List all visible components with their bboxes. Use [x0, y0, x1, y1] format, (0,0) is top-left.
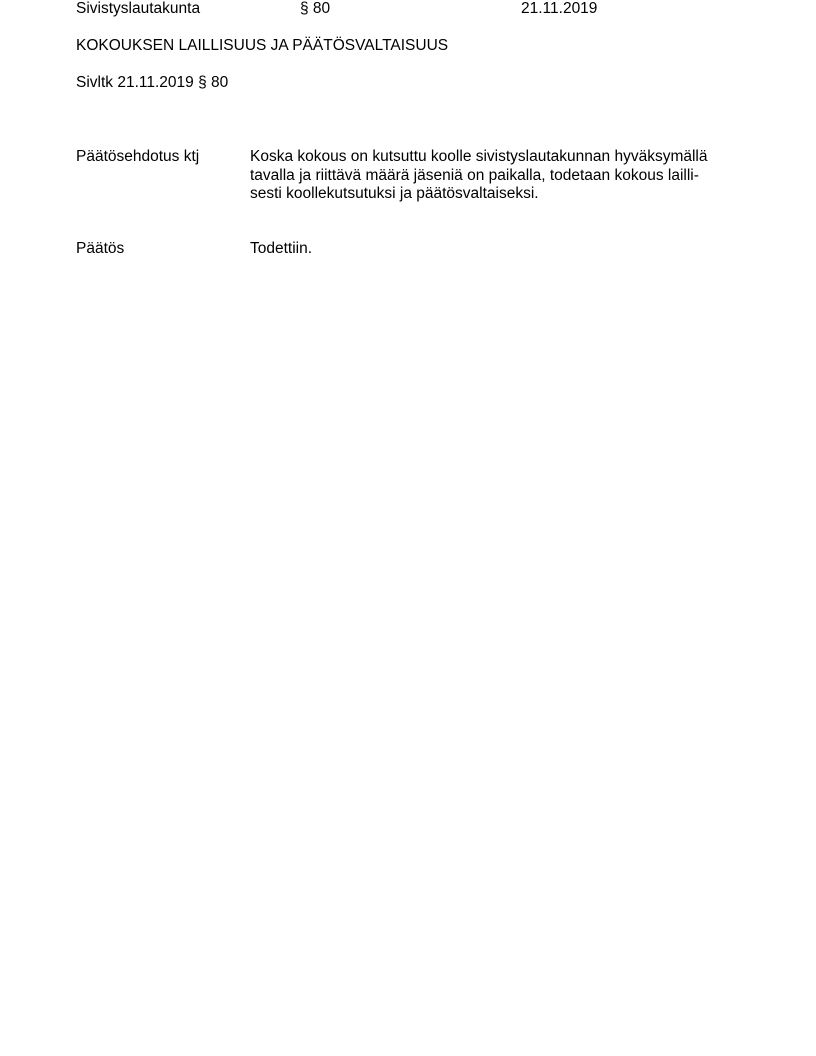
proposal-line: tavalla ja riittävä määrä jäseniä on paikalla, todetaan kokous lailli- — [250, 166, 699, 184]
proposal-line: sesti koollekutsutuksi ja päätösvaltaiseksi. — [250, 185, 539, 202]
decision-label: Päätös — [76, 240, 125, 257]
header-date: 21.11.2019 — [521, 0, 598, 17]
document-title: KOKOUKSEN LAILLISUUS JA PÄÄTÖSVALTAISUUS — [76, 37, 449, 54]
document-reference: Sivltk 21.11.2019 § 80 — [76, 74, 229, 91]
proposal-label: Päätösehdotus ktj — [76, 148, 200, 165]
header-organization: Sivistyslautakunta — [76, 0, 201, 17]
header-section-number: § 80 — [300, 0, 331, 17]
proposal-text — [250, 148, 730, 204]
proposal-line: Koska kokous on kutsuttu koolle sivistyslautakunnan hyväksymällä — [250, 148, 708, 165]
decision-text: Todettiin. — [250, 240, 313, 257]
